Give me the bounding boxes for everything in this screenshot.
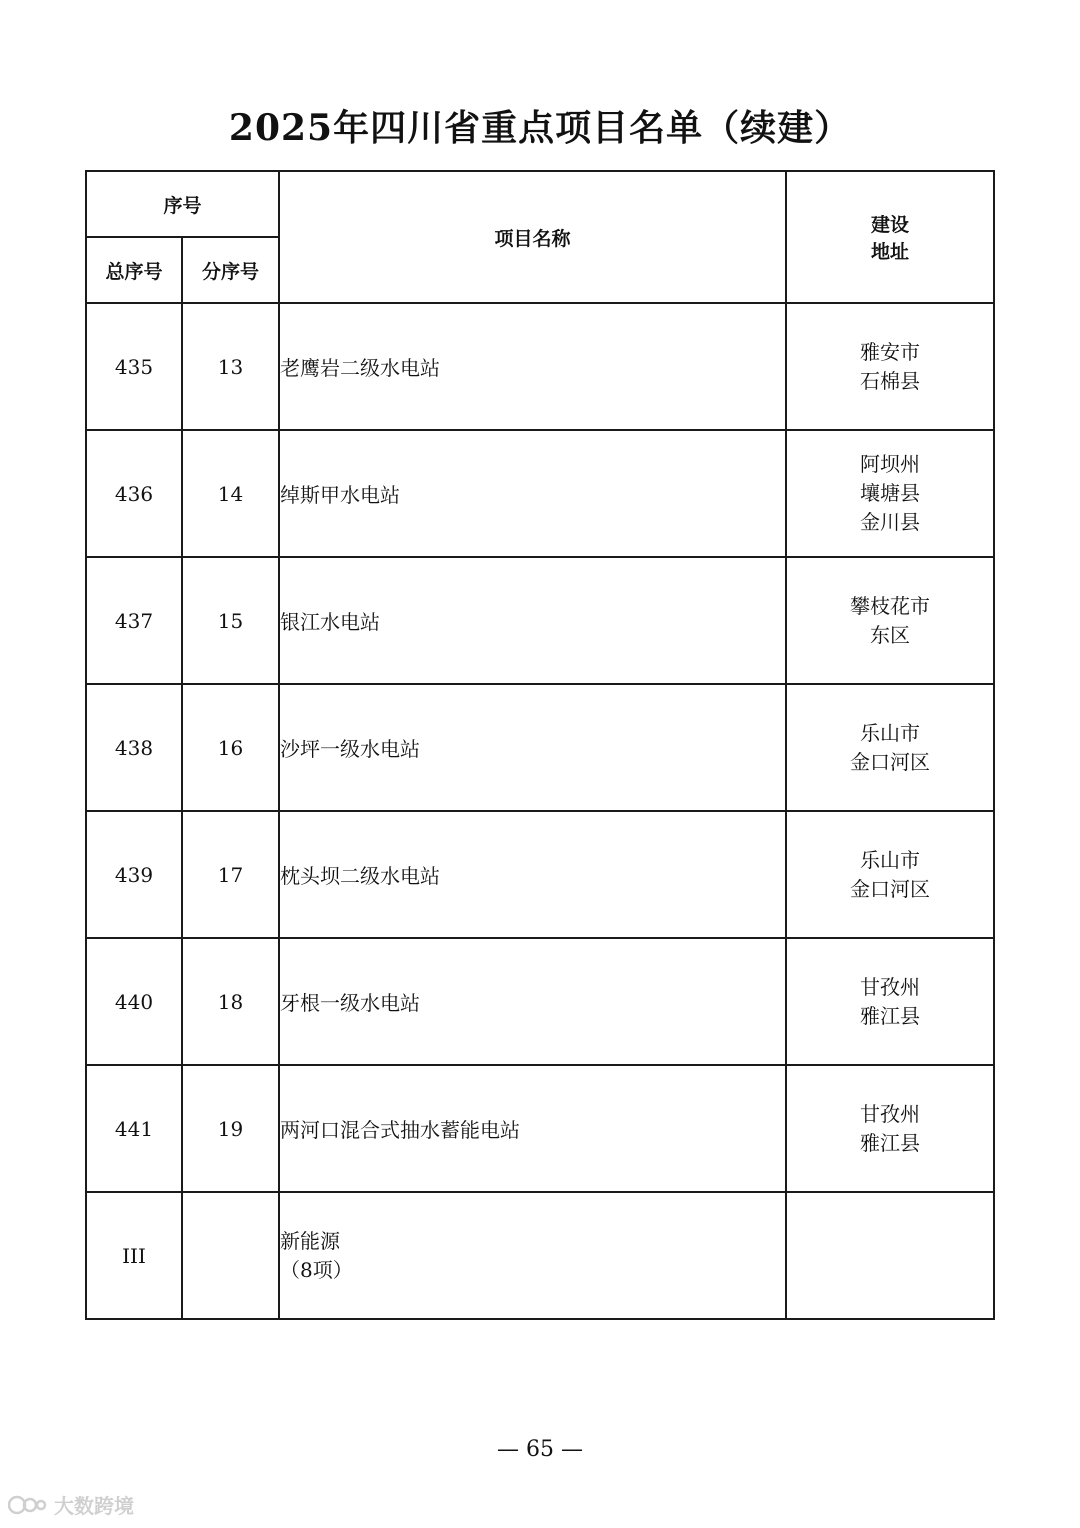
table-body xyxy=(86,303,994,1319)
table-row xyxy=(86,938,994,1065)
location-cell xyxy=(786,557,994,684)
project-name-cell: 枕头坝二级水电站 xyxy=(279,811,786,938)
location-line: 阿坝州 xyxy=(860,452,921,476)
location-line: 雅安市 xyxy=(860,339,921,364)
sub-serial-cell: 15 xyxy=(182,557,279,684)
table-row xyxy=(86,557,994,684)
project-name-cell: 两河口混合式抽水蓄能电站 xyxy=(279,1065,786,1192)
location-line: 甘孜州 xyxy=(860,974,921,999)
table-row xyxy=(86,1065,994,1192)
location-line: 乐山市 xyxy=(860,847,921,872)
category-row xyxy=(86,1192,994,1319)
category-name: 新能源 xyxy=(280,1228,341,1253)
watermark-text: 大数跨境 xyxy=(54,1494,134,1518)
location-cell xyxy=(786,430,994,557)
location-line: 东区 xyxy=(870,622,911,647)
page-number: — 65 — xyxy=(497,1437,583,1462)
project-name-header: 项目名称 xyxy=(279,171,786,303)
location-cell xyxy=(786,303,994,430)
total-serial-cell: 441 xyxy=(86,1065,182,1192)
project-name-cell: 绰斯甲水电站 xyxy=(279,430,786,557)
total-serial-cell: 435 xyxy=(86,303,182,430)
table-row xyxy=(86,303,994,430)
total-serial-cell: 440 xyxy=(86,938,182,1065)
sub-serial-cell: 17 xyxy=(182,811,279,938)
location-cell xyxy=(786,811,994,938)
category-total-serial-cell: III xyxy=(86,1192,182,1319)
location-line: 金口河区 xyxy=(850,876,931,901)
page-title: 2025年四川省重点项目名单（续建） xyxy=(228,107,852,149)
table-row xyxy=(86,684,994,811)
location-line: 雅江县 xyxy=(860,1130,921,1155)
location-header xyxy=(786,171,994,303)
total-serial-cell: 438 xyxy=(86,684,182,811)
total-serial-cell: 439 xyxy=(86,811,182,938)
projects-table xyxy=(85,170,995,1320)
watermark-logo-icon xyxy=(8,1494,48,1516)
category-sub-serial-cell xyxy=(182,1192,279,1319)
total-serial-cell: 436 xyxy=(86,430,182,557)
category-count: （8项） xyxy=(280,1257,353,1282)
sub-serial-cell: 14 xyxy=(182,430,279,557)
project-name-cell: 银江水电站 xyxy=(279,557,786,684)
project-name-cell: 老鹰岩二级水电站 xyxy=(279,303,786,430)
location-line: 金口河区 xyxy=(850,749,931,774)
sub-serial-cell: 13 xyxy=(182,303,279,430)
serial-group-header: 序号 xyxy=(86,171,279,237)
sub-serial-cell: 18 xyxy=(182,938,279,1065)
category-location-cell xyxy=(786,1192,994,1319)
table-row xyxy=(86,811,994,938)
location-line: 壤塘县 xyxy=(860,481,921,505)
project-name-cell: 牙根一级水电站 xyxy=(279,938,786,1065)
sub-serial-cell: 19 xyxy=(182,1065,279,1192)
sub-serial-cell: 16 xyxy=(182,684,279,811)
location-line: 攀枝花市 xyxy=(850,593,931,618)
location-cell xyxy=(786,1065,994,1192)
location-cell xyxy=(786,938,994,1065)
location-line: 乐山市 xyxy=(860,720,921,745)
total-serial-header: 总序号 xyxy=(86,237,182,303)
total-serial-cell: 437 xyxy=(86,557,182,684)
category-name-cell xyxy=(279,1192,786,1319)
watermark xyxy=(8,1490,134,1519)
location-cell xyxy=(786,684,994,811)
table-row xyxy=(86,430,994,557)
sub-serial-header: 分序号 xyxy=(182,237,279,303)
location-line: 甘孜州 xyxy=(860,1101,921,1126)
location-header-line2: 地址 xyxy=(871,241,910,263)
project-name-cell: 沙坪一级水电站 xyxy=(279,684,786,811)
location-line: 石棉县 xyxy=(860,368,921,393)
location-header-line1: 建设 xyxy=(871,214,910,236)
location-line: 金川县 xyxy=(860,510,921,534)
location-line: 雅江县 xyxy=(860,1003,921,1028)
